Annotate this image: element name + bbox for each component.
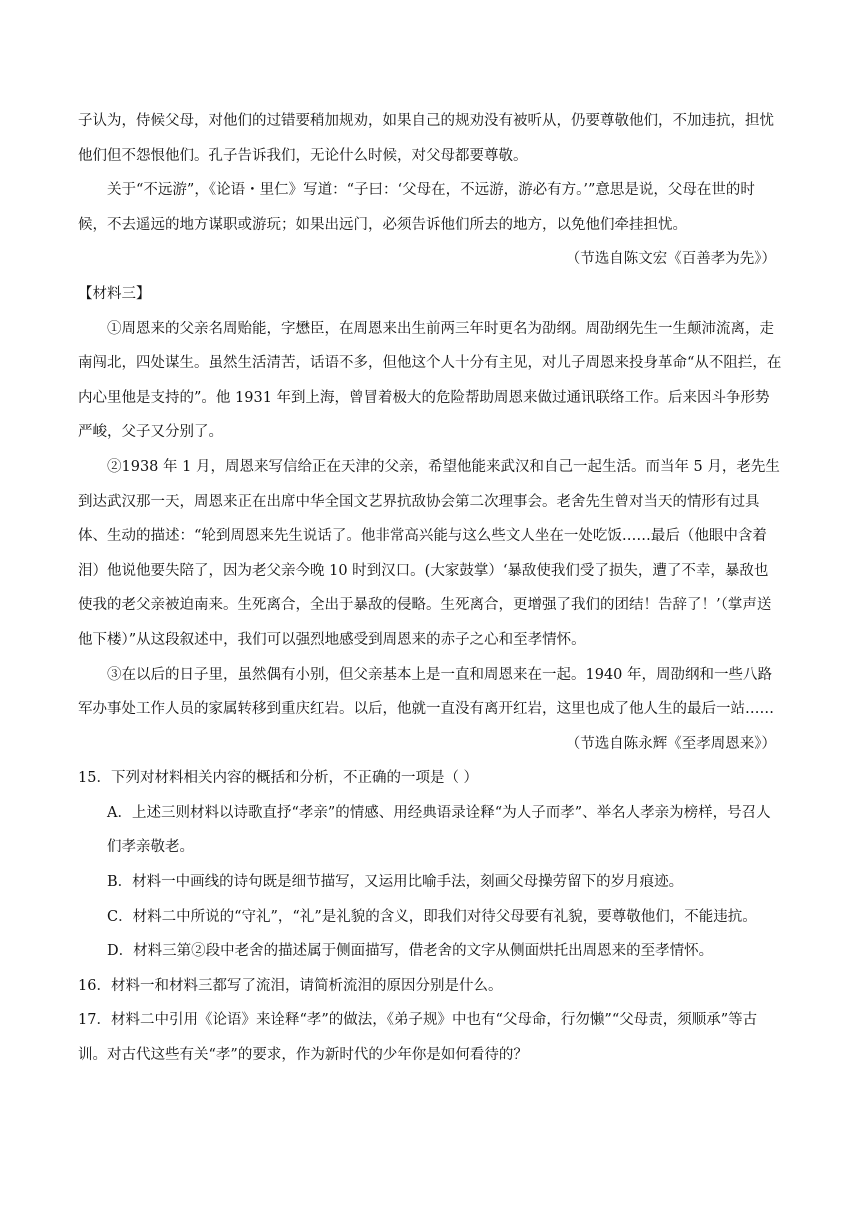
- paragraph: ①周恩来的父亲名周贻能，字懋臣，在周恩来出生前两三年时更名为劭纲。周劭纲先生一生颠沛流离，走南闯北，四处谋生。虽然生活清苦，话语不多，但他这个人十分有主见，对儿子周恩来投身革命“从不阻拦，在内心里他是支持的”。他 1931 年到上海，曾冒着极大的危险帮助周恩来做过通讯联络工作。后来因斗争形势严峻，父子又分别了。: [78, 320, 782, 441]
- question-16: 16．材料一和材料三都写了流泪，请简析流泪的原因分别是什么。: [78, 977, 503, 994]
- document-body: [78, 104, 782, 1073]
- paragraph: ③在以后的日子里，虽然偶有小别，但父亲基本上是一直和周恩来在一起。1940 年，周劭纲和一些八路军办事处工作人员的家属转移到重庆红岩。以后，他就一直没有离开红岩，这里也成了他人生的最后一站……: [78, 666, 774, 718]
- paragraph: 子认为，侍候父母，对他们的过错要稍加规劝，如果自己的规劝没有被听从，仍要尊敬他们，不加违抗，担忧他们但不怨恨他们。孔子告诉我们，无论什么时候，对父母都要尊敬。: [78, 113, 774, 164]
- source-citation: （节选自陈文宏《百善孝为先》）: [565, 251, 776, 268]
- option-a-text: A．上述三则材料以诗歌直抒“孝亲”的情感、用经典语录诠释“为人子而孝”、举名人孝亲为榜样，号召人们孝亲敬老。: [107, 804, 771, 856]
- section-heading: 【材料三】: [78, 285, 151, 302]
- paragraph: 关于“不远游”，《论语・里仁》写道：“子曰：‘父母在，不远游，游必有方。’”意思是说，父母在世的时候，不去遥远的地方谋职或游玩；如果出远门，必须告诉他们所去的地方，以免他们牵挂担忧。: [78, 182, 755, 233]
- source-citation: （节选自陈永辉《至孝周恩来》）: [565, 735, 776, 752]
- paragraph: ②1938 年 1 月，周恩来写信给正在天津的父亲，希望他能来武汉和自己一起生活。而当年 5 月，老先生到达武汉那一天，周恩来正在出席中华全国文艺界抗敌协会第二次理事会。老舍先生曾对当天的情形有过具体、生动的描述：“轮到周恩来先生说话了。他非常高兴能与这么些文人坐在一处吃饭……最后（他眼中含着泪）他说他要失陪了，因为老父亲今晚 10 时到汉口。(大家鼓掌）‘暴敌使我们受了损失，遭了不幸，暴敌也使我的老父亲被迫南来。生死离合，全出于暴敌的侵略。生死离合，更增强了我们的团结！告辞了！’（掌声送他下楼）”从这段叙述中，我们可以强烈地感受到周恩来的赤子之心和至孝情怀。: [78, 458, 780, 648]
- option-b: B．材料一中画线的诗句既是细节描写，又运用比喻手法，刻画父母操劳留下的岁月痕迹。: [107, 874, 684, 891]
- option-d: D．材料三第②段中老舍的描述属于侧面描写，借老舍的文字从侧面烘托出周恩来的至孝情怀。: [107, 943, 714, 960]
- question-17: 17．材料二中引用《论语》来诠释“孝”的做法，《弟子规》中也有“父母命，行勿懒”“父母责，须顺承”等古训。对古代这些有关“孝”的要求，作为新时代的少年你是如何看待的？: [78, 1012, 758, 1064]
- option-c: C．材料二中所说的“守礼”，“礼”是礼貌的含义，即我们对待父母要有礼貌，要尊敬他们，不能违抗。: [107, 908, 757, 925]
- option-a: [78, 796, 782, 865]
- question-15: 15．下列对材料相关内容的概括和分析，不正确的一项是（ ）: [78, 770, 479, 787]
